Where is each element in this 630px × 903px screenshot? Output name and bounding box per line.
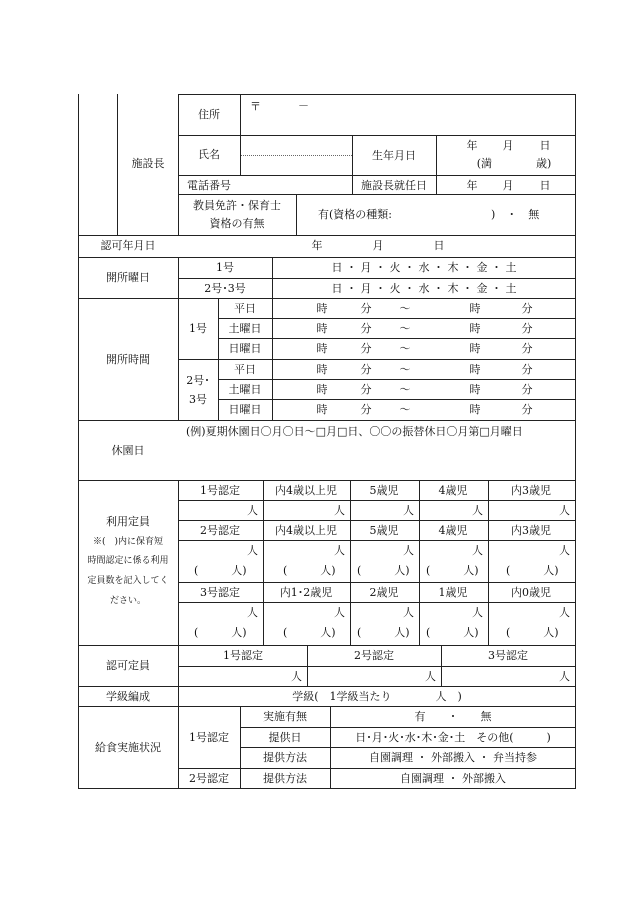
capacity-short-time-cell[interactable]: ( 人) <box>357 626 410 639</box>
capacity-header-cell: 1歳児 <box>438 586 468 599</box>
meals-method-value[interactable]: 自園調理 ・ 外部搬入 ・ 弁当持参 <box>369 751 537 764</box>
rule <box>441 645 442 686</box>
rule <box>575 94 576 789</box>
appointed-label: 施設長就任日 <box>361 179 427 192</box>
hours-day-type: 平日 <box>234 363 256 376</box>
rule <box>240 94 241 176</box>
capacity-unit-cell[interactable]: 人 <box>472 606 483 619</box>
rule <box>488 480 489 645</box>
hours-end-minute[interactable]: 分 <box>521 383 533 396</box>
capacity-header-cell: 内3歳児 <box>511 484 551 497</box>
meals-group-2: 2号認定 <box>189 772 229 785</box>
rule <box>263 480 264 645</box>
capacity-unit-cell[interactable]: 人 <box>403 504 414 517</box>
hours-start-minute[interactable]: 分 <box>360 302 372 315</box>
hours-end-minute[interactable]: 分 <box>521 363 533 376</box>
phone-label: 電話番号 <box>187 179 231 192</box>
meals-label: 給食実施状況 <box>95 741 161 754</box>
capacity-unit-cell[interactable]: 人 <box>247 606 258 619</box>
hours-start-minute[interactable]: 分 <box>360 342 372 355</box>
hours-start-hour[interactable]: 時 <box>316 322 328 335</box>
capacity-header-cell: 3号認定 <box>200 586 240 599</box>
holidays-label: 休園日 <box>111 444 145 457</box>
meals-day-label: 提供日 <box>268 731 302 744</box>
meals-method-label: 提供方法 <box>263 772 307 785</box>
holidays-example[interactable]: (例)夏期休園日〇月〇日～□月□日、〇〇の振替休日〇月第□月曜日 <box>186 425 523 438</box>
hours-group-1: 1号 <box>189 322 207 335</box>
capacity-short-time-cell[interactable]: ( 人) <box>357 564 410 577</box>
birth-month: 月 <box>502 139 514 152</box>
rule <box>178 94 179 235</box>
rule <box>272 257 273 298</box>
capacity-note-line: ※( )内に保育短 <box>92 537 164 547</box>
capacity-unit-cell[interactable]: 人 <box>559 504 570 517</box>
rule <box>178 194 576 195</box>
rule <box>78 645 576 646</box>
capacity-note-line: ださい。 <box>109 596 147 606</box>
rule <box>272 298 273 420</box>
address-label: 住所 <box>198 108 220 121</box>
hours-end-minute[interactable]: 分 <box>521 302 533 315</box>
capacity-header-cell: 1号認定 <box>200 484 240 497</box>
rule <box>78 686 576 687</box>
capacity-short-time-cell[interactable]: ( 人) <box>506 626 559 639</box>
capacity-header-cell: 内4歳以上児 <box>275 484 337 497</box>
class-value[interactable]: 学級( 1学級当たり 人 ) <box>292 690 462 703</box>
rule <box>352 135 353 194</box>
rule <box>330 706 331 788</box>
hours-tilde: ～ <box>399 342 411 355</box>
hours-tilde: ～ <box>399 302 411 315</box>
rule <box>350 480 351 645</box>
rule <box>178 540 576 541</box>
rule <box>78 788 576 789</box>
opening-days-row-days[interactable]: 日 ・ 月 ・ 火 ・ 水 ・ 木 ・ 金 ・ 土 <box>331 261 517 274</box>
rule <box>78 94 79 789</box>
rule <box>178 666 576 667</box>
rule <box>296 194 297 235</box>
license-label-2: 資格の有無 <box>209 217 265 230</box>
hours-start-minute[interactable]: 分 <box>360 383 372 396</box>
rule <box>218 298 219 420</box>
license-label-1: 教員免許・保育士 <box>193 199 281 212</box>
birth-day: 日 <box>539 139 551 152</box>
appointed-month: 月 <box>502 179 514 192</box>
rule <box>178 135 576 136</box>
capacity-short-time-cell[interactable]: ( 人) <box>506 564 559 577</box>
hours-day-type: 平日 <box>234 302 256 315</box>
capacity-unit-cell[interactable]: 人 <box>472 504 483 517</box>
class-label: 学級編成 <box>106 690 150 703</box>
capacity-short-time-cell[interactable]: ( 人) <box>194 564 247 577</box>
hours-day-type: 土曜日 <box>228 383 262 396</box>
appointed-year: 年 <box>466 179 478 192</box>
capacity-header-cell: 5歳児 <box>369 524 399 537</box>
hours-end-minute[interactable]: 分 <box>521 403 533 416</box>
rule <box>78 420 576 421</box>
birth-label: 生年月日 <box>372 149 416 162</box>
capacity-short-time-cell[interactable]: ( 人) <box>426 626 479 639</box>
hours-end-hour[interactable]: 時 <box>469 342 481 355</box>
approved-unit-1[interactable]: 人 <box>291 670 302 683</box>
rule <box>178 520 576 521</box>
opening-hours-label: 開所時間 <box>106 353 150 366</box>
rule <box>78 480 576 481</box>
opening-days-label: 開所曜日 <box>106 271 150 284</box>
rule <box>307 645 308 686</box>
hours-day-type: 土曜日 <box>228 322 262 335</box>
hours-tilde: ～ <box>399 322 411 335</box>
postal-mark: 〒 <box>250 100 261 113</box>
capacity-short-time-cell[interactable]: ( 人) <box>283 626 336 639</box>
capacity-short-time-cell[interactable]: ( 人) <box>426 564 479 577</box>
capacity-unit-cell[interactable]: 人 <box>334 544 345 557</box>
appointed-day: 日 <box>539 179 551 192</box>
rule <box>419 480 420 645</box>
meals-impl-label: 実施有無 <box>263 710 307 723</box>
hours-end-minute[interactable]: 分 <box>521 342 533 355</box>
hours-tilde: ～ <box>399 363 411 376</box>
capacity-header-cell: 内1･2歳児 <box>279 586 333 599</box>
approval-day: 日 <box>433 239 445 252</box>
hours-tilde: ～ <box>399 403 411 416</box>
hours-end-minute[interactable]: 分 <box>521 322 533 335</box>
hours-day-type: 日曜日 <box>228 403 262 416</box>
capacity-header-cell: 4歳児 <box>438 484 468 497</box>
capacity-note-line: 定員数を記入してく <box>87 576 169 586</box>
meals-day-value[interactable]: 日･月･火･水･木･金･土 その他( ) <box>355 731 551 744</box>
approved-head-2: 2号認定 <box>354 649 394 662</box>
hours-end-hour[interactable]: 時 <box>469 322 481 335</box>
approved-head-1: 1号認定 <box>223 649 263 662</box>
capacity-header-cell: 2号認定 <box>200 524 240 537</box>
approved-head-3: 3号認定 <box>488 649 528 662</box>
approval-year: 年 <box>311 239 323 252</box>
approved-capacity-label: 認可定員 <box>106 659 150 672</box>
capacity-header-cell: 内0歳児 <box>511 586 551 599</box>
rule <box>178 175 576 176</box>
rule <box>178 94 576 95</box>
birth-year: 年 <box>466 139 478 152</box>
opening-days-row-name: 1号 <box>216 261 234 274</box>
rule <box>240 747 576 748</box>
opening-days-row-days[interactable]: 日 ・ 月 ・ 火 ・ 水 ・ 木 ・ 金 ・ 土 <box>331 282 517 295</box>
rule <box>178 278 576 279</box>
hours-start-hour[interactable]: 時 <box>316 403 328 416</box>
hours-start-minute[interactable]: 分 <box>360 363 372 376</box>
capacity-header-cell: 2歳児 <box>369 586 399 599</box>
hours-group-2-line2: 3号 <box>189 393 207 406</box>
capacity-unit-cell[interactable]: 人 <box>403 606 414 619</box>
rule <box>240 155 352 156</box>
approved-unit-2[interactable]: 人 <box>425 670 436 683</box>
hours-end-hour[interactable]: 時 <box>469 383 481 396</box>
capacity-short-time-cell[interactable]: ( 人) <box>194 626 247 639</box>
hours-group-2-line1: 2号･ <box>186 374 210 387</box>
hours-day-type: 日曜日 <box>228 342 262 355</box>
capacity-unit-cell[interactable]: 人 <box>334 504 345 517</box>
rule <box>178 480 179 788</box>
director-header: 施設長 <box>131 157 165 170</box>
age-field[interactable]: (満 歳) <box>476 157 552 170</box>
hours-tilde: ～ <box>399 383 411 396</box>
rule <box>78 706 576 707</box>
capacity-short-time-cell[interactable]: ( 人) <box>283 564 336 577</box>
meals-group-1: 1号認定 <box>189 731 229 744</box>
capacity-header-cell: 内3歳児 <box>511 524 551 537</box>
hours-end-hour[interactable]: 時 <box>469 403 481 416</box>
capacity-unit-cell[interactable]: 人 <box>247 544 258 557</box>
rule <box>78 298 576 299</box>
meals-method-value[interactable]: 自園調理 ・ 外部搬入 <box>400 772 506 785</box>
rule <box>240 706 241 788</box>
capacity-note-line: 時間認定に係る利用 <box>87 556 169 566</box>
rule <box>178 582 576 583</box>
rule <box>178 768 576 769</box>
opening-days-row-name: 2号･3号 <box>204 282 246 295</box>
capacity-header-cell: 内4歳以上児 <box>275 524 337 537</box>
rule <box>178 359 576 360</box>
approved-unit-3[interactable]: 人 <box>559 670 570 683</box>
meals-method-label: 提供方法 <box>263 751 307 764</box>
license-value[interactable]: 有(資格の種類: ) ・ 無 <box>318 208 540 221</box>
hours-start-hour[interactable]: 時 <box>316 302 328 315</box>
capacity-unit-cell[interactable]: 人 <box>403 544 414 557</box>
rule <box>78 257 576 258</box>
hours-start-hour[interactable]: 時 <box>316 383 328 396</box>
rule <box>436 135 437 194</box>
rule <box>178 500 576 501</box>
hours-end-hour[interactable]: 時 <box>469 363 481 376</box>
rule <box>117 94 118 235</box>
hours-start-hour[interactable]: 時 <box>316 363 328 376</box>
capacity-header-cell: 4歳児 <box>438 524 468 537</box>
rule <box>78 235 576 236</box>
approval-month: 月 <box>372 239 384 252</box>
capacity-unit-cell[interactable]: 人 <box>472 544 483 557</box>
capacity-header-cell: 5歳児 <box>369 484 399 497</box>
name-label: 氏名 <box>198 148 220 161</box>
hours-end-hour[interactable]: 時 <box>469 302 481 315</box>
capacity-unit-cell[interactable]: 人 <box>247 504 258 517</box>
hours-start-minute[interactable]: 分 <box>360 322 372 335</box>
rule <box>178 602 576 603</box>
capacity-unit-cell[interactable]: 人 <box>559 544 570 557</box>
capacity-label: 利用定員 <box>106 515 150 528</box>
approval-label: 認可年月日 <box>100 239 156 252</box>
capacity-unit-cell[interactable]: 人 <box>334 606 345 619</box>
postal-dash: － <box>298 99 309 112</box>
capacity-unit-cell[interactable]: 人 <box>559 606 570 619</box>
hours-start-hour[interactable]: 時 <box>316 342 328 355</box>
hours-start-minute[interactable]: 分 <box>360 403 372 416</box>
meals-impl-value[interactable]: 有 ・ 無 <box>414 710 492 723</box>
rule <box>240 727 576 728</box>
rule <box>178 257 179 420</box>
